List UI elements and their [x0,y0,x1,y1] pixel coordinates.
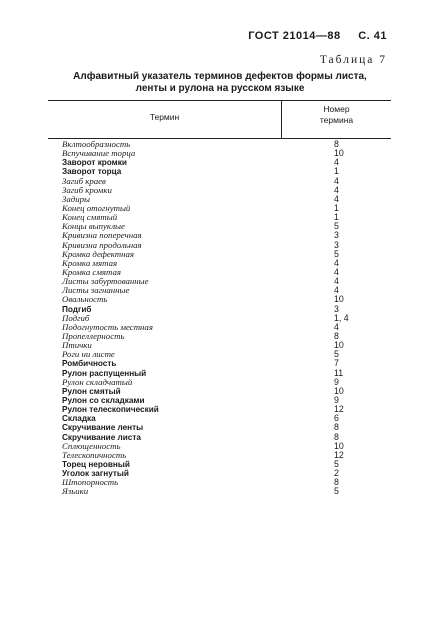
term-number: 4 [334,184,339,195]
term-number: 8 [334,139,339,149]
term-name: Кромка дефектная [62,248,135,259]
table-row [62,350,362,359]
term-number: 4 [334,257,339,268]
term-name: Телескопичность [62,449,127,460]
term-name: Складка [62,414,96,424]
term-name: Овальность [62,294,108,305]
page-number: С. 41 [358,30,387,42]
term-name: Рулон телескопический [62,405,159,415]
table-row [62,478,362,487]
term-name: Рулон со складками [62,395,145,405]
term-number: 9 [334,376,339,387]
table-row [62,359,362,368]
term-number: 3 [334,230,339,241]
term-name: Пропеллерность [62,330,125,341]
term-name: Конец отогнутый [62,202,131,213]
term-number: 3 [334,303,339,314]
term-name: Кромка мятая [62,257,118,268]
term-name: Вспучивание торца [62,148,136,159]
term-number: 1 [334,212,339,223]
column-header-number-line-1: Номер [323,104,350,114]
term-number: 5 [334,458,339,469]
term-number: 4 [334,266,339,277]
term-number: 4 [334,285,339,296]
term-number: 10 [334,440,344,451]
term-number: 1, 4 [334,312,349,323]
table-title [50,71,390,95]
term-name: Птички [62,340,92,351]
term-name: Заворот кромки [62,158,127,168]
term-number: 9 [334,394,339,405]
table-row [62,387,362,396]
term-number: 3 [334,239,339,250]
term-number: 6 [334,413,339,424]
table-row [62,423,362,432]
column-header-number-line-2: термина [319,115,354,125]
table-row [62,414,362,423]
term-number: 8 [334,330,339,341]
term-list [62,140,362,496]
term-name: Листы загнанные [62,285,130,296]
term-number: 10 [334,148,344,159]
term-number: 5 [334,248,339,259]
column-header-term: Термин [149,112,180,122]
table-row [62,149,362,158]
term-number: 4 [334,175,339,186]
term-number: 5 [334,349,339,360]
term-number: 10 [334,294,344,305]
term-number: 5 [334,221,339,232]
term-name: Скручивание листа [62,432,141,442]
term-name: Подгиб [62,312,90,323]
table-row [62,305,362,314]
term-name: Задиры [62,193,90,204]
page-header [248,30,387,42]
term-number: 8 [334,431,339,442]
table-row [62,460,362,469]
term-number: 4 [334,321,339,332]
term-name: Сплющенность [62,440,121,451]
term-number: 4 [334,157,339,168]
term-number: 10 [334,340,344,351]
table-row [62,295,362,304]
term-name: Рулон распущенный [62,368,147,378]
term-name: Торец неровный [62,459,130,469]
term-name: Рулон смятый [62,386,121,396]
table-row [62,487,362,496]
title-line-2: ленты и рулона на русском языке [135,83,305,94]
term-name: Загиб краев [62,175,106,186]
term-name: Рулон складчатый [62,376,133,387]
term-name: Ромбичность [62,359,117,369]
term-name: Уголок загнутый [62,469,129,479]
term-name: Штопорность [62,477,119,488]
table-row [62,451,362,460]
term-number: 1 [334,202,339,213]
term-number: 8 [334,422,339,433]
term-name: Подогнутость местная [62,321,153,332]
term-name: Кривизна продольная [62,239,142,250]
table-row [62,158,362,167]
term-number: 4 [334,193,339,204]
term-name: Загиб кромки [62,184,112,195]
term-number: 12 [334,404,344,415]
term-name: Кромка смятая [62,266,121,277]
table-row [62,286,362,295]
term-name: Вклтообразность [62,139,131,149]
term-number: 7 [334,358,339,369]
term-name: Подгиб [62,304,92,314]
term-name: Концы выпуклые [62,221,125,232]
term-name: Конец смятый [62,212,118,223]
term-name: Скручивание ленты [62,423,144,433]
table-top-rule [48,100,391,101]
term-name: Роги ни листе [62,349,115,360]
term-number: 8 [334,477,339,488]
term-number: 12 [334,449,344,460]
term-number: 11 [334,367,344,378]
standard-code: ГОСТ 21014—88 [248,30,341,42]
table-row [62,378,362,387]
term-number: 10 [334,385,344,396]
term-number: 5 [334,486,339,497]
table-row [62,167,362,176]
term-number: 4 [334,276,339,287]
term-number: 2 [334,468,339,479]
term-name: Листы забуртованные [62,276,149,287]
term-name: Заворот торца [62,167,122,177]
table-number: Таблица 7 [319,54,387,66]
table-row [62,332,362,341]
table-row [62,396,362,405]
column-header-number [282,104,391,126]
term-number: 1 [334,166,339,177]
table-row [62,405,362,414]
title-line-1: Алфавитный указатель терминов дефектов формы листа, [73,71,367,82]
table-row [62,186,362,195]
term-name: Кривизна поперечная [62,230,142,241]
term-name: Язьики [62,486,89,497]
